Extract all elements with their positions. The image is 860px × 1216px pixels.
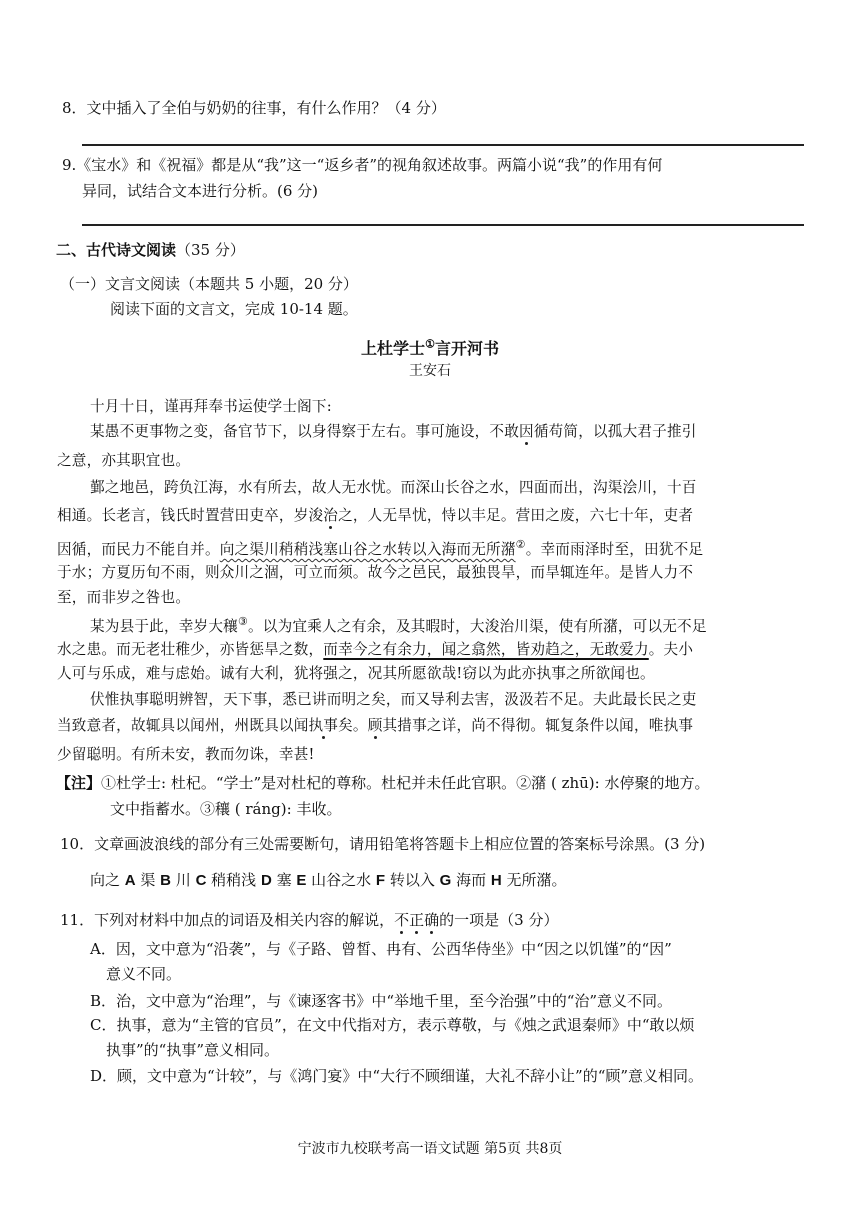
essay-p3-line2: 水之患。而无老壮稚少，亦皆惩旱之数，而幸今之有余力，闻之翕然，皆劝趋之，无敢爱力。夫小 xyxy=(57,641,694,658)
q10-option-label-c: C xyxy=(195,872,207,889)
wavy-underlined-sentence: 向之渠川稍稍浅塞山谷之水转以入海而无所潴 xyxy=(219,540,516,558)
q10-option-label-f: F xyxy=(375,872,386,889)
essay-p4-line1: 伏惟执事聪明辨智，天下事，悉已讲而明之矣，而又导利去害，汲汲若不足。夫此最长民之吏 xyxy=(90,691,697,708)
question-8: 8．文中插入了全伯与奶奶的往事，有什么作用？（4 分） xyxy=(62,99,446,117)
q10-option-label-a: A xyxy=(124,872,136,889)
q10-option-label-d: D xyxy=(260,872,272,889)
essay-title-part1: 上杜学士 xyxy=(361,339,426,358)
answer-line-8 xyxy=(82,144,804,146)
notes-line1: 【注】①杜学士: 杜杞。“学士”是对杜杞的尊称。杜杞并未任此官职。②潴 ( zhū): 水停聚的地方。 xyxy=(56,774,710,792)
option-a-line2: 意义不同。 xyxy=(106,965,182,983)
essay-p2-line1: 鄞之地邑，跨负江海，水有所去，故人无水忧。而深山长谷之水，四面而出，沟渠浍川，十百 xyxy=(90,479,697,496)
question-9-line1: 9.《宝水》和《祝福》都是从“我”这一“返乡者”的视角叙述故事。两篇小说“我”的作用有何 xyxy=(62,156,663,174)
q10-segment-text: 山谷之水 xyxy=(306,871,376,889)
q10-segment-text: 稍稍浅 xyxy=(206,871,261,889)
section-heading xyxy=(56,240,245,260)
dotted-word-zhishi: 执事 xyxy=(308,717,339,734)
q10-segment-text: 塞 xyxy=(271,871,297,889)
essay-p2-line3: 因循，而民力不能自并。向之渠川稍稍浅塞山谷之水转以入海而无所潴②。幸而雨泽时至，田犹不足 xyxy=(57,538,704,558)
q10-option-label-b: B xyxy=(160,872,172,889)
essay-p1-line1: 某愚不更事物之变，备官节下，以身得察于左右。事可施设，不敢因循苟简，以孤大君子推引 xyxy=(90,423,697,440)
answer-line-9 xyxy=(82,224,804,226)
option-d: D．顾，文中意为“计较”，与《鸿门宴》中“大行不顾细谨，大礼不辞小让”的“顾”意义相同。 xyxy=(90,1067,704,1085)
dotted-word-zhi: 治 xyxy=(323,507,339,524)
q10-segment-text: 向之 xyxy=(90,871,125,889)
question-9-line2: 异同，试结合文本进行分析。(6 分) xyxy=(82,182,319,200)
question-10: 10．文章画波浪线的部分有三处需要断句，请用铅笔将答题卡上相应位置的答案标号涂黑。(3 分) xyxy=(60,835,706,853)
subsection-heading: （一）文言文阅读（本题共 5 小题，20 分） xyxy=(60,275,358,293)
question-11: 11．下列对材料中加点的词语及相关内容的解说，不正确的一项是（3 分） xyxy=(60,911,559,929)
option-a-line1: A．因，文中意为“沿袭”，与《子路、曾皙、冉有、公西华侍坐》中“因之以饥馑”的“因” xyxy=(90,940,672,958)
notes-line2: 文中指蓄水。③穰 ( ráng): 丰收。 xyxy=(110,800,342,818)
q10-option-label-e: E xyxy=(296,872,307,889)
essay-title-note-mark: ① xyxy=(425,337,435,351)
q10-segment-text: 川 xyxy=(171,871,196,889)
essay-title-part2: 言开河书 xyxy=(434,339,499,358)
dotted-word-yin: 因 xyxy=(519,423,534,440)
essay-title xyxy=(0,336,860,359)
essay-p4-line2: 当致意者，故辄具以闻州，州既具以闻执事矣。顾其措事之详，尚不得彻。辄复条件以闻，唯执事 xyxy=(57,717,694,734)
instruction: 阅读下面的文言文，完成 10-14 题。 xyxy=(110,300,358,318)
essay-p2-line2: 相通。长老言，钱氏时置营田吏卒，岁浚治之，人无旱忧，恃以丰足。营田之废，六七十年，吏者 xyxy=(57,507,694,524)
dotted-word-gu: 顾 xyxy=(367,717,383,734)
q10-option-label-h: H xyxy=(490,872,502,889)
option-c-line1: C．执事，意为“主管的官员”，在文中代指对方，表示尊敬，与《烛之武退秦师》中“敢以烦 xyxy=(90,1016,695,1034)
essay-p2-line4: 于水；方夏历旬不雨，则众川之涸，可立而须。故今之邑民，最独畏旱，而旱辄连年。是皆人力不 xyxy=(57,564,694,581)
essay-p3-line3: 人可与乐成，难与虑始。诚有大利，犹将强之，况其所愿欲哉!窃以为此亦执事之所欲闻也。 xyxy=(57,665,655,682)
essay-author: 王安石 xyxy=(409,363,451,379)
essay-p1-line2: 之意，亦其职宜也。 xyxy=(57,452,191,469)
essay-p2-line5: 至，而非岁之咎也。 xyxy=(57,589,191,606)
page-footer: 宁波市九校联考高一语文试题 第5页 共8页 xyxy=(297,1141,563,1157)
underlined-sentence: 而幸今之有余力，闻之翕然，皆劝趋之，无敢爱力 xyxy=(323,641,649,658)
option-c-line2: 执事”的“执事”意义相同。 xyxy=(106,1041,280,1059)
q10-option-label-g: G xyxy=(439,872,452,889)
essay-salutation: 十月十日，谨再拜奉书运使学士阁下: xyxy=(90,398,332,415)
dotted-phrase-incorrect: 不正确 xyxy=(394,911,440,929)
option-b: B．治，文中意为“治理”，与《谏逐客书》中“举地千里，至今治强”中的“治”意义不同。 xyxy=(90,992,673,1010)
notes-label: 【注】 xyxy=(56,774,102,792)
section-heading-points: （35 分） xyxy=(176,241,245,259)
section-heading-title: 二、古代诗文阅读 xyxy=(56,241,177,259)
essay-p4-line3: 少留聪明。有所未安，教而勿诛，幸甚! xyxy=(57,746,315,763)
q10-segment-text: 转以入 xyxy=(385,871,440,889)
q10-segment-text: 海而 xyxy=(451,871,491,889)
q10-segment-text: 渠 xyxy=(135,871,161,889)
question-10-options xyxy=(90,870,566,891)
essay-p3-line1: 某为县于此，幸岁大穰③。以为宜乘人之有余，及其暇时，大浚治川渠，使有所潴，可以无不足 xyxy=(90,615,707,635)
q10-segment-text: 无所潴。 xyxy=(501,871,567,889)
